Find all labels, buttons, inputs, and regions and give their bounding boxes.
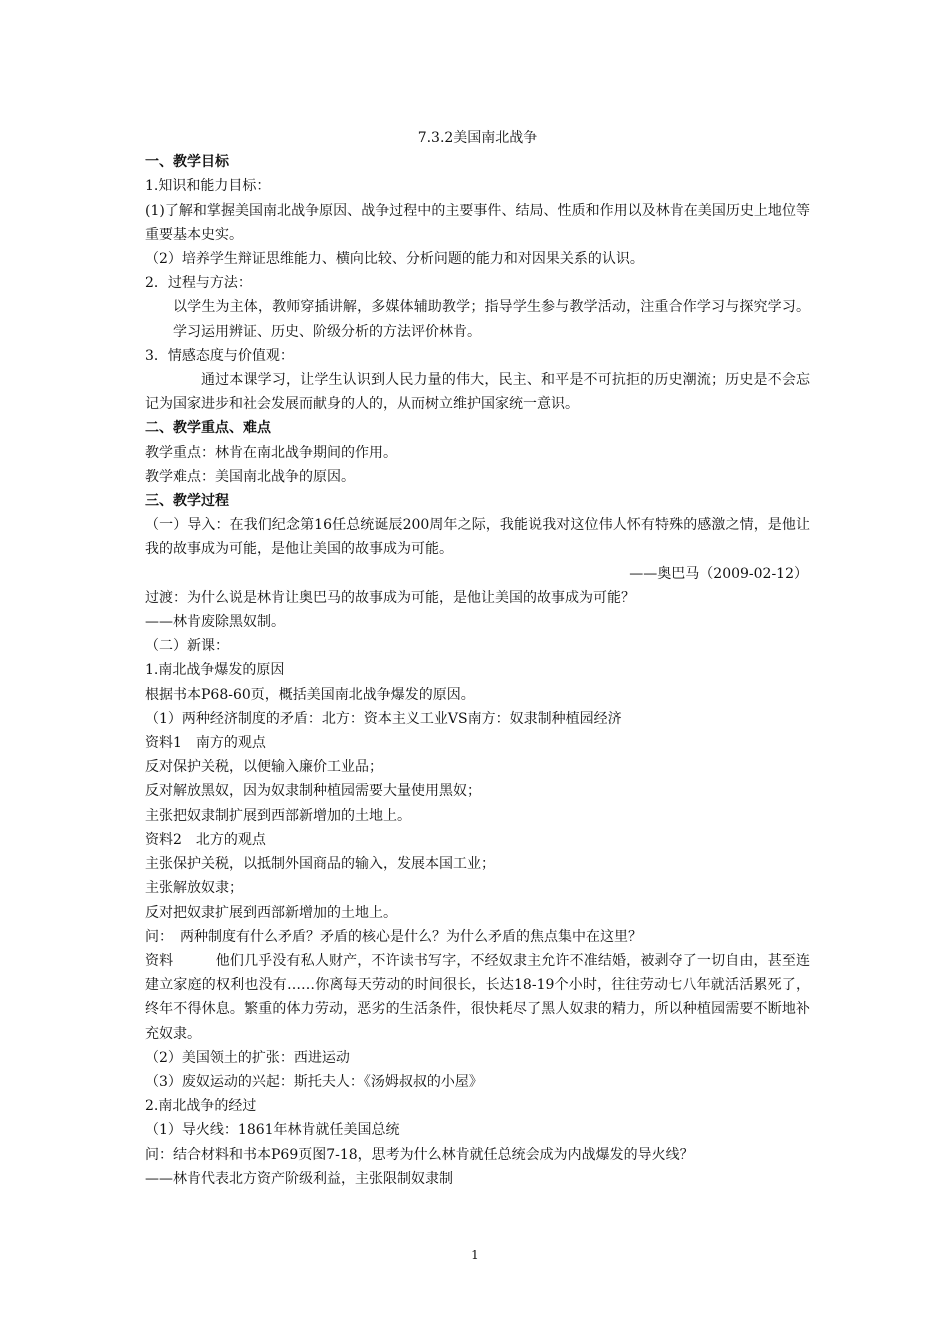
material-1-heading: 资料1 南方的观点 bbox=[145, 735, 266, 752]
transition-question: 过渡：为什么说是林肯让奥巴马的故事成为可能，是他让美国的故事成为可能？ bbox=[145, 589, 635, 606]
subheading-knowledge: 1.知识和能力目标： bbox=[145, 178, 271, 195]
material-1-item: 反对解放黑奴，因为奴隶制种植园需要大量使用黑奴； bbox=[145, 783, 481, 800]
subheading-course: 2.南北战争的经过 bbox=[145, 1098, 257, 1115]
key-point: 教学重点：林肯在南北战争期间的作用。 bbox=[145, 444, 397, 461]
cause-territory: （2）美国领土的扩张：西进运动 bbox=[145, 1049, 350, 1066]
paragraph-intro: （一）导入：在我们纪念第16任总统诞辰200周年之际，我能说我对这位伟人怀有特殊的感激之情，是他让我的故事成为可能，是他让美国的故事成为可能。 bbox=[145, 517, 810, 558]
section-heading-key-points: 二、教学重点、难点 bbox=[145, 420, 271, 437]
instruction-causes: 根据书本P68-60页，概括美国南北战争爆发的原因。 bbox=[145, 686, 475, 703]
material-2-item: 反对把奴隶扩展到西部新增加的土地上。 bbox=[145, 904, 397, 921]
paragraph-attitude: 通过本课学习，让学生认识到人民力量的伟大，民主、和平是不可抗拒的历史潮流；历史是不会忘记为国家进步和社会发展而献身的人的，从而树立维护国家统一意识。 bbox=[145, 372, 810, 413]
material-1-item: 主张把奴隶制扩展到西部新增加的土地上。 bbox=[145, 807, 411, 824]
cause-economy: （1）两种经济制度的矛盾：北方：资本主义工业VS南方：奴隶制种植园经济 bbox=[145, 710, 622, 727]
section-heading-process: 三、教学过程 bbox=[145, 493, 229, 510]
cause-abolition: （3）废奴运动的兴起：斯托夫人：《汤姆叔叔的小屋》 bbox=[145, 1073, 483, 1090]
material-2-item: 主张解放奴隶； bbox=[145, 880, 243, 897]
paragraph-material-slaves: 资料 他们几乎没有私人财产，不许读书写字，不经奴隶主允许不准结婚，被剥夺了一切自由，甚至连建立家庭的权利也没有……你离每天劳动的时间很长，长达18-19个小时，往往劳动七八年就活活累死了，终年不得休息。繁重的体力劳动，恶劣的生活条件，很快耗尽了黑人奴隶的精力，所以种植园需要不断地补充奴隶。 bbox=[145, 952, 810, 1042]
question-contradiction: 问： 两种制度有什么矛盾？矛盾的核心是什么？为什么矛盾的焦点集中在这里？ bbox=[145, 928, 642, 945]
page-number: 1 bbox=[471, 1248, 479, 1262]
document-title: 7.3.2美国南北战争 bbox=[417, 130, 538, 146]
quote-attribution: ——奥巴马（2009-02-12） bbox=[629, 565, 808, 582]
paragraph-goal-1: (1)了解和掌握美国南北战争原因、战争过程中的主要事件、结局、性质和作用以及林肯在美国历史上地位等重要基本史实。 bbox=[145, 202, 810, 243]
question-trigger: 问：结合材料和书本P69页图7-18，思考为什么林肯就任总统会成为内战爆发的导火线？ bbox=[145, 1146, 694, 1163]
material-2-heading: 资料2 北方的观点 bbox=[145, 831, 266, 848]
course-trigger: （1）导火线：1861年林肯就任美国总统 bbox=[145, 1122, 400, 1139]
material-1-item: 反对保护关税，以便输入廉价工业品； bbox=[145, 759, 383, 776]
difficult-point: 教学难点：美国南北战争的原因。 bbox=[145, 468, 355, 485]
answer-trigger: ——林肯代表北方资产阶级利益，主张限制奴隶制 bbox=[145, 1170, 453, 1187]
subheading-causes: 1.南北战争爆发的原因 bbox=[145, 662, 285, 679]
document-page bbox=[145, 126, 810, 1191]
paragraph-goal-2: （2）培养学生辩证思维能力、横向比较、分析问题的能力和对因果关系的认识。 bbox=[145, 251, 644, 268]
subheading-attitude: 3．情感态度与价值观： bbox=[145, 347, 294, 364]
subheading-new-lesson: （二）新课： bbox=[145, 638, 229, 655]
section-heading-goals: 一、教学目标 bbox=[145, 154, 229, 171]
paragraph-process: 以学生为主体，教师穿插讲解，多媒体辅助教学；指导学生参与教学活动，注重合作学习与探究学习。学习运用辨证、历史、阶级分析的方法评价林肯。 bbox=[173, 299, 810, 340]
material-2-item: 主张保护关税，以抵制外国商品的输入，发展本国工业； bbox=[145, 856, 495, 873]
subheading-process: 2．过程与方法： bbox=[145, 275, 252, 292]
transition-answer: ——林肯废除黑奴制。 bbox=[145, 614, 285, 631]
